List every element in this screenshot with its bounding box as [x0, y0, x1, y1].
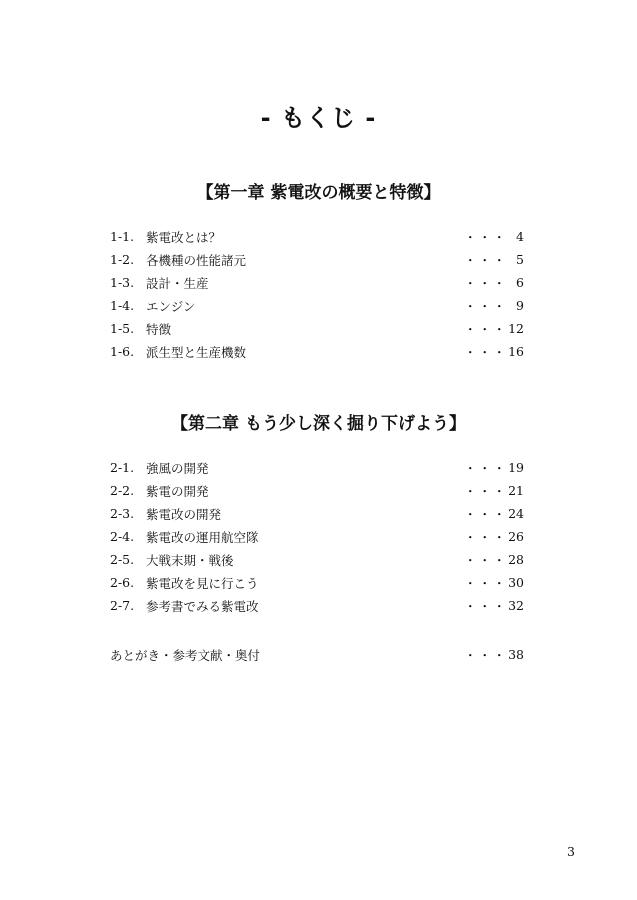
- toc-entry: [110, 594, 524, 617]
- toc-entry-title: 紫電改の運用航空隊: [146, 529, 259, 545]
- toc-entry-page: 38: [508, 647, 524, 662]
- toc-entry-number: 2-3.: [110, 506, 135, 521]
- toc-entry-leader: ・・・: [464, 275, 508, 291]
- toc-entry-leader: ・・・: [464, 598, 508, 614]
- toc-entry-leader: ・・・: [464, 575, 508, 591]
- toc-entry-title: 特徴: [146, 321, 172, 337]
- page-title: - もくじ -: [260, 104, 377, 132]
- toc-entry-title: 紫電改とは？: [146, 229, 222, 245]
- toc-entry-leader: ・・・: [464, 529, 508, 545]
- toc-entry-title: 参考書でみる紫電改: [146, 598, 259, 614]
- toc-entry: [110, 271, 524, 294]
- toc-entry-title: 紫電の開発: [146, 483, 209, 499]
- toc-entry-number: 1-2.: [110, 252, 135, 267]
- toc-entry: [110, 317, 524, 340]
- chapter-2-heading: 【第二章 もう少し深く掘り下げよう】: [171, 414, 466, 434]
- toc-entry-title: 派生型と生産機数: [146, 344, 247, 360]
- toc-entry-number: 1-5.: [110, 321, 135, 336]
- toc-entry-page: 9: [516, 298, 524, 313]
- toc-entry: [110, 525, 524, 548]
- chapter-2-toc: [110, 456, 524, 617]
- toc-entry: [110, 548, 524, 571]
- toc-entry-leader: ・・・: [464, 483, 508, 499]
- page-number: 3: [567, 844, 575, 859]
- toc-entry-number: 1-1.: [110, 229, 135, 244]
- toc-entry: [110, 456, 524, 479]
- toc-entry-number: 1-4.: [110, 298, 135, 313]
- toc-entry-leader: ・・・: [464, 344, 508, 360]
- toc-entry-page: 30: [508, 575, 524, 590]
- toc-entry-page: 12: [508, 321, 524, 336]
- toc-entry: [110, 502, 524, 525]
- toc-entry-number: 2-5.: [110, 552, 135, 567]
- toc-entry-number: 2-6.: [110, 575, 135, 590]
- toc-entry: [110, 571, 524, 594]
- toc-entry-page: 5: [516, 252, 524, 267]
- toc-entry-leader: ・・・: [464, 460, 508, 476]
- toc-entry-leader: ・・・: [464, 647, 508, 663]
- toc-entry-page: 4: [516, 229, 524, 244]
- toc-entry-page: 6: [516, 275, 524, 290]
- toc-entry-page: 32: [508, 598, 524, 613]
- toc-entry-leader: ・・・: [464, 552, 508, 568]
- toc-entry-leader: ・・・: [464, 252, 508, 268]
- toc-entry-leader: ・・・: [464, 506, 508, 522]
- toc-entry-leader: ・・・: [464, 321, 508, 337]
- toc-entry-number: 2-4.: [110, 529, 135, 544]
- toc-entry-page: 24: [508, 506, 524, 521]
- toc-entry-title: 各機種の性能諸元: [146, 252, 247, 268]
- toc-entry: [110, 225, 524, 248]
- toc-entry-number: 2-2.: [110, 483, 135, 498]
- afterword-toc: [110, 643, 524, 666]
- toc-entry-page: 19: [508, 460, 524, 475]
- toc-entry-number: 1-3.: [110, 275, 135, 290]
- toc-entry-number: 1-6.: [110, 344, 135, 359]
- toc-entry: [110, 479, 524, 502]
- toc-entry-title: あとがき・参考文献・奥付: [110, 647, 261, 663]
- toc-entry-page: 21: [508, 483, 524, 498]
- toc-entry-page: 26: [508, 529, 524, 544]
- toc-entry-title: エンジン: [146, 298, 196, 314]
- chapter-1-heading: 【第一章 紫電改の概要と特徴】: [196, 183, 441, 203]
- toc-entry-title: 大戦末期・戦後: [146, 552, 234, 568]
- toc-entry-title: 強風の開発: [146, 460, 209, 476]
- toc-entry: [110, 294, 524, 317]
- toc-entry-leader: ・・・: [464, 298, 508, 314]
- toc-entry-afterword: [110, 643, 524, 666]
- toc-entry-title: 紫電改の開発: [146, 506, 222, 522]
- chapter-1-toc: [110, 225, 524, 363]
- toc-entry: [110, 340, 524, 363]
- toc-entry-title: 紫電改を見に行こう: [146, 575, 259, 591]
- toc-entry-page: 28: [508, 552, 524, 567]
- toc-entry-title: 設計・生産: [146, 275, 209, 291]
- toc-entry: [110, 248, 524, 271]
- toc-entry-page: 16: [508, 344, 524, 359]
- toc-entry-leader: ・・・: [464, 229, 508, 245]
- toc-entry-number: 2-1.: [110, 460, 135, 475]
- toc-entry-number: 2-7.: [110, 598, 135, 613]
